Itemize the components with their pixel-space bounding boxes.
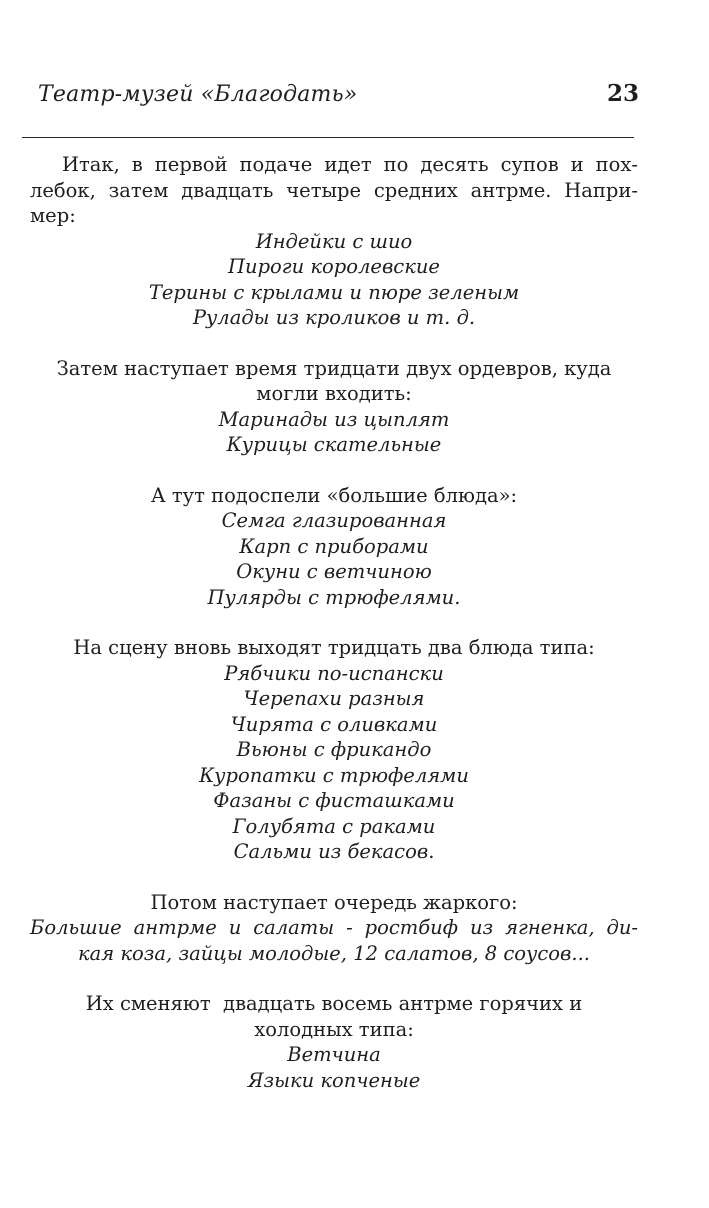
dish-item: Семга глазированная: [221, 509, 447, 532]
page-number: 23: [606, 80, 639, 107]
dish-item: Маринады из цыплят: [218, 407, 450, 431]
thirty-two-list: [30, 661, 638, 865]
roast-line-1: Большие антрме и салаты - ростбиф из ягненка, ди-: [30, 916, 638, 939]
entremets-list: [30, 1042, 638, 1093]
dish-item: Голубята с раками: [232, 814, 436, 838]
page-header: [38, 80, 639, 112]
dish-item: Куропатки с трюфелями: [199, 763, 469, 787]
dish-item: Чирята с оливками: [230, 712, 438, 736]
page-body: [30, 152, 638, 1093]
dish-item: Сальми из бекасов.: [233, 840, 435, 863]
first-dishes-list: [30, 229, 638, 331]
section-gap: [30, 966, 638, 991]
big-dishes-intro: А тут подоспели «большие блюда»:: [150, 483, 518, 507]
dish-item: Рябчики по-испански: [224, 661, 444, 685]
roast-description: [30, 915, 638, 966]
dish-item: Индейки с шио: [255, 229, 413, 253]
running-title: Театр-музей «Благодать»: [38, 82, 358, 107]
roast-line-2: кая коза, зайцы молодые, 12 салатов, 8 соусов...: [78, 941, 590, 965]
dish-item: Пулярды с трюфелями.: [207, 585, 461, 609]
section-gap: [30, 331, 638, 356]
section-gap: [30, 865, 638, 890]
dish-item: Фазаны с фисташками: [213, 789, 455, 812]
intro-line-1: Итак, в первой подаче идет по десять супов и пох-: [62, 153, 638, 176]
entremets-line-2: холодных типа:: [254, 1017, 414, 1041]
hors-doeuvres-list: [30, 407, 638, 458]
intro-line-3: мер:: [30, 204, 76, 227]
thirty-two-intro: На сцену вновь выходят тридцать два блюда типа:: [73, 636, 595, 659]
roast-intro: Потом наступает очередь жаркого:: [150, 890, 518, 914]
dish-item: Карп с приборами: [239, 534, 429, 558]
section-gap: [30, 458, 638, 483]
intro-paragraph: [30, 152, 638, 229]
header-rule: [22, 137, 634, 138]
dish-item: Окуни с ветчиною: [236, 560, 432, 583]
dish-item: Курицы скательные: [226, 433, 442, 456]
dish-item: Вьюны с фрикандо: [236, 738, 432, 761]
dish-item: Языки копченые: [247, 1068, 421, 1092]
hors-doeuvres-line-1: Затем наступает время тридцати двух ордевров, куда: [56, 356, 612, 380]
dish-item: Черепахи разныя: [243, 687, 425, 710]
big-dishes-list: [30, 508, 638, 610]
dish-item: Рулады из кроликов и т. д.: [192, 306, 476, 329]
hors-doeuvres-line-2: могли входить:: [256, 382, 412, 405]
section-gap: [30, 610, 638, 635]
intro-line-2: лебок, затем двадцать четыре средних антрме. Напри-: [30, 178, 638, 202]
dish-item: Ветчина: [287, 1043, 381, 1066]
dish-item: Терины с крылами и пюре зеленым: [148, 280, 520, 304]
dish-item: Пироги королевские: [228, 255, 440, 278]
entremets-line-1: Их сменяют двадцать восемь антрме горячих и: [85, 992, 583, 1015]
